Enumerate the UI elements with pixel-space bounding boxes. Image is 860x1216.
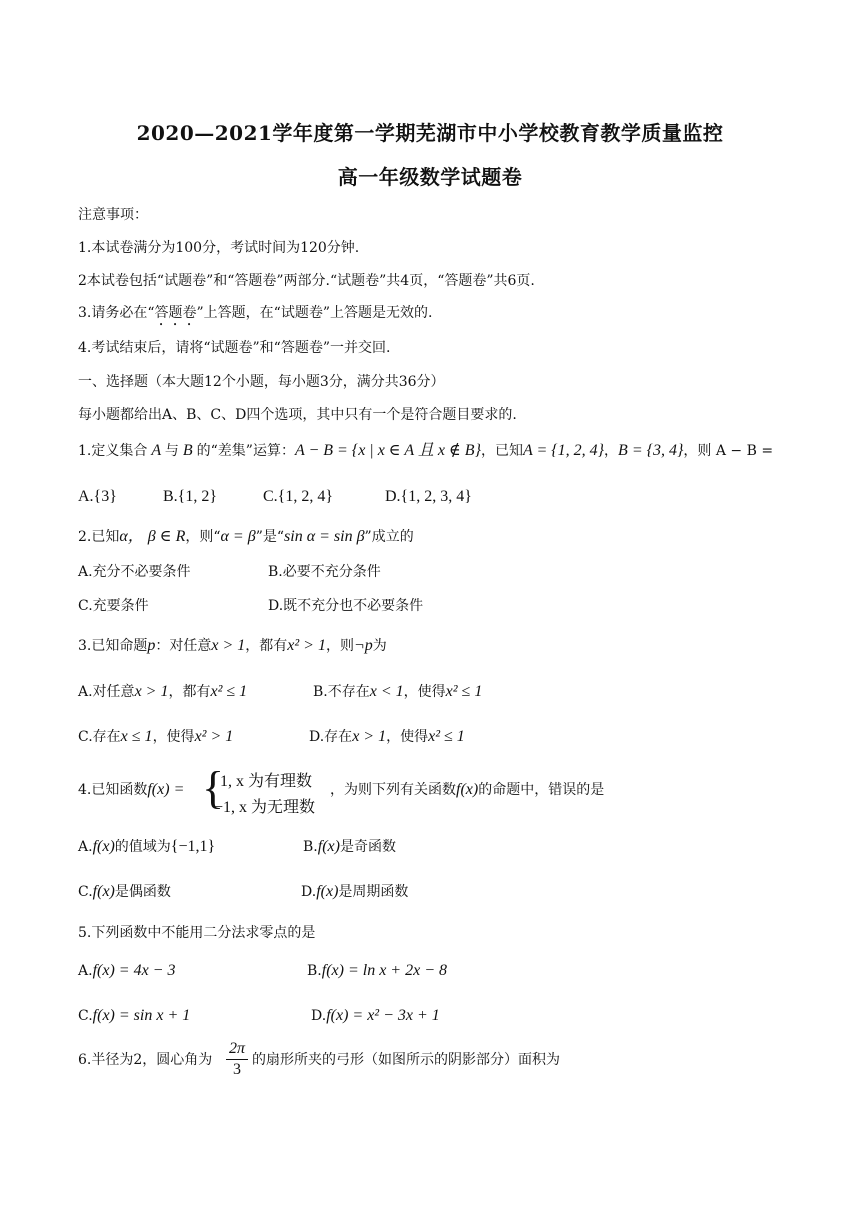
- question-3-stem: [78, 636, 387, 656]
- question-4-lead: [78, 780, 184, 800]
- q3-d-m1: x > 1: [352, 728, 387, 745]
- q1-set-a: A = {1, 2, 4}: [522, 442, 605, 459]
- q5-b-label: B.: [307, 963, 322, 979]
- q4-a-pre: A.: [78, 839, 93, 855]
- exam-title: 2020—2021学年度第一学期芜湖市中小学校教育教学质量监控: [136, 121, 724, 145]
- q2-cond-post: ”成立的: [364, 529, 414, 545]
- q5-a-expr: f(x) = 4x − 3: [92, 962, 176, 979]
- q3-d-mid: ，使得: [386, 729, 429, 745]
- q6-frac-bar: [226, 1059, 248, 1060]
- q6-frac-num: 2π: [228, 1040, 245, 1057]
- q4-c-pre: C.: [78, 884, 93, 900]
- q1-set-b: B = {3, 4}: [618, 442, 684, 459]
- q3-cond: x > 1: [211, 637, 246, 654]
- note-3-pre: 3.请务必在“: [78, 305, 155, 321]
- q3-c-m1: x ≤ 1: [120, 728, 153, 745]
- q5-c-expr: f(x) = sin x + 1: [92, 1007, 191, 1024]
- q2-option-d: D.既不充分也不必要条件: [268, 598, 424, 614]
- q3-mid2: ，都有: [245, 638, 288, 654]
- q3-neg: ¬p: [353, 637, 373, 654]
- q4-b-post: 是奇函数: [339, 839, 396, 855]
- q2-option-a: A.充分不必要条件: [78, 564, 191, 580]
- question-2-stem: [78, 527, 414, 547]
- q1-option-d: D.{1, 2, 3, 4}: [385, 488, 472, 505]
- section-heading: 一、选择题（本大题12个小题，每小题3分，满分共36分）: [78, 374, 445, 390]
- q4-d-pre: D.: [301, 884, 317, 900]
- q4-option-c: [78, 882, 171, 902]
- note-1: 1.本试卷满分为100分，考试时间为120分钟.: [78, 240, 360, 256]
- q3-c-m2: x² > 1: [194, 728, 234, 745]
- q4-option-a: [78, 837, 215, 857]
- q5-option-b: [307, 961, 447, 981]
- question-6-stem-pre: 6.半径为2，圆心角为: [78, 1052, 213, 1068]
- q5-option-a: [78, 961, 175, 981]
- q2-cond2: sin α = sin β: [284, 528, 365, 545]
- q3-mid: ：对任意: [155, 638, 212, 654]
- q6-frac-den: 3: [233, 1061, 241, 1078]
- q4-d-post: 是周期函数: [338, 884, 409, 900]
- q4-post-pre: ，为则下列有关函数: [330, 782, 456, 798]
- q3-a-mid: ，都有: [168, 684, 211, 700]
- note-3-post: ”上答题，在“试题卷”上答题是无效的.: [196, 305, 433, 321]
- q1-mid2: 的“差集”运算：: [196, 443, 295, 459]
- q1-ask: ，则 A − B =: [683, 443, 774, 459]
- q3-option-a: [78, 682, 247, 702]
- q3-option-d: [309, 727, 465, 747]
- q4-post-fx: f(x): [456, 781, 479, 798]
- q3-cond2: x² > 1: [287, 637, 326, 654]
- q3-a-pre: A.对任意: [78, 684, 135, 700]
- q2-cond1: α = β: [220, 528, 256, 545]
- q4-b-pre: B.: [303, 839, 318, 855]
- q3-a-m2: x² ≤ 1: [210, 683, 248, 700]
- q4-option-b: [303, 837, 396, 857]
- q3-option-c: [78, 727, 233, 747]
- note-2: 2本试卷包括“试题卷”和“答题卷”两部分.“试题卷”共4页，“答题卷”共6页.: [78, 273, 535, 289]
- q3-b-m2: x² ≤ 1: [445, 683, 483, 700]
- q2-pre: 2.已知: [78, 529, 120, 545]
- q1-option-c: C.{1, 2, 4}: [263, 488, 334, 505]
- q4-c-post: 是偶函数: [114, 884, 171, 900]
- q1-formula: A − B = {x | x ∈ A 且 x ∉ B}: [294, 442, 481, 459]
- question-1-stem: 1.定义集合 A 与 B 的“差集”运算：A − B = {x | x ∈ A 且 x ∉ B}，已知A = {1, 2, 4}，B = {3, 4}，则 A − B =: [78, 442, 774, 459]
- q2-option-c: C.充要条件: [78, 598, 149, 614]
- q2-vars: α， β ∈ R: [119, 528, 186, 545]
- q5-b-expr: f(x) = ln x + 2x − 8: [321, 962, 447, 979]
- question-6-stem-post: 的扇形所夹的弓形（如图所示的阴影部分）面积为: [252, 1052, 560, 1068]
- exam-subtitle: 高一年级数学试题卷: [337, 165, 523, 189]
- q4-b-fx: f(x): [317, 838, 340, 855]
- section-instruction: 每小题都给出A、B、C、D四个选项，其中只有一个是符合题目要求的.: [78, 407, 517, 423]
- q4-post-end: 的命题中，错误的是: [478, 782, 605, 798]
- q1-given: ，已知: [480, 443, 523, 459]
- q3-b-pre: B.不存在: [313, 684, 370, 700]
- q4-d-fx: f(x): [316, 883, 339, 900]
- q1-option-b: B.{1, 2}: [163, 488, 218, 505]
- q2-option-b: B.必要不充分条件: [268, 564, 381, 580]
- q4-a-set: {−1,1}: [170, 838, 216, 855]
- note-4: 4.考试结束后，请将“试题卷”和“答题卷”一并交回.: [78, 340, 391, 356]
- note-3: [78, 303, 432, 329]
- q5-c-label: C.: [78, 1008, 93, 1024]
- q3-d-m2: x² ≤ 1: [428, 728, 465, 745]
- q4-a-fx: f(x): [92, 838, 115, 855]
- q1-pre: 1.定义集合: [78, 443, 148, 459]
- q3-a-m1: x > 1: [134, 683, 169, 700]
- q3-end: 为: [372, 638, 387, 654]
- question-5-stem: 5.下列函数中不能用二分法求零点的是: [78, 925, 316, 941]
- q5-d-expr: f(x) = x² − 3x + 1: [326, 1007, 440, 1024]
- q3-c-mid: ，使得: [152, 729, 195, 745]
- q2-cond-pre: ，则“: [185, 529, 221, 545]
- q1-option-a: A.{3}: [78, 488, 117, 505]
- q5-d-label: D.: [311, 1008, 327, 1024]
- q4-a-post: 的值域为: [114, 839, 171, 855]
- q3-option-b: [313, 682, 482, 702]
- q4-case-2: −1, x 为无理数: [214, 799, 316, 816]
- q3-p: p: [147, 637, 156, 654]
- notes-heading: 注意事项：: [78, 207, 148, 223]
- q4-case-1: 1, x 为有理数: [220, 773, 313, 790]
- q4-pre: 4.已知函数: [78, 782, 148, 798]
- q6-fraction: [226, 1040, 248, 1079]
- note-3-emphasis: 答题卷: [154, 305, 197, 321]
- question-4-stem: [330, 780, 604, 800]
- q4-option-d: [301, 882, 408, 902]
- q3-post: ，则: [325, 638, 354, 654]
- q1-mid1: 与: [164, 443, 179, 459]
- q5-a-label: A.: [78, 963, 93, 979]
- q5-option-c: [78, 1006, 190, 1026]
- q4-c-fx: f(x): [92, 883, 115, 900]
- q3-c-pre: C.存在: [78, 729, 121, 745]
- q3-b-m1: x < 1: [369, 683, 404, 700]
- q4-fx: f(x) =: [147, 781, 185, 798]
- q3-b-mid: ，使得: [403, 684, 446, 700]
- q5-option-d: [311, 1006, 440, 1026]
- q2-cond-mid: ”是“: [255, 529, 285, 545]
- q4-brace: {: [202, 762, 225, 813]
- q3-d-pre: D.存在: [309, 729, 353, 745]
- q3-pre: 3.已知命题: [78, 638, 148, 654]
